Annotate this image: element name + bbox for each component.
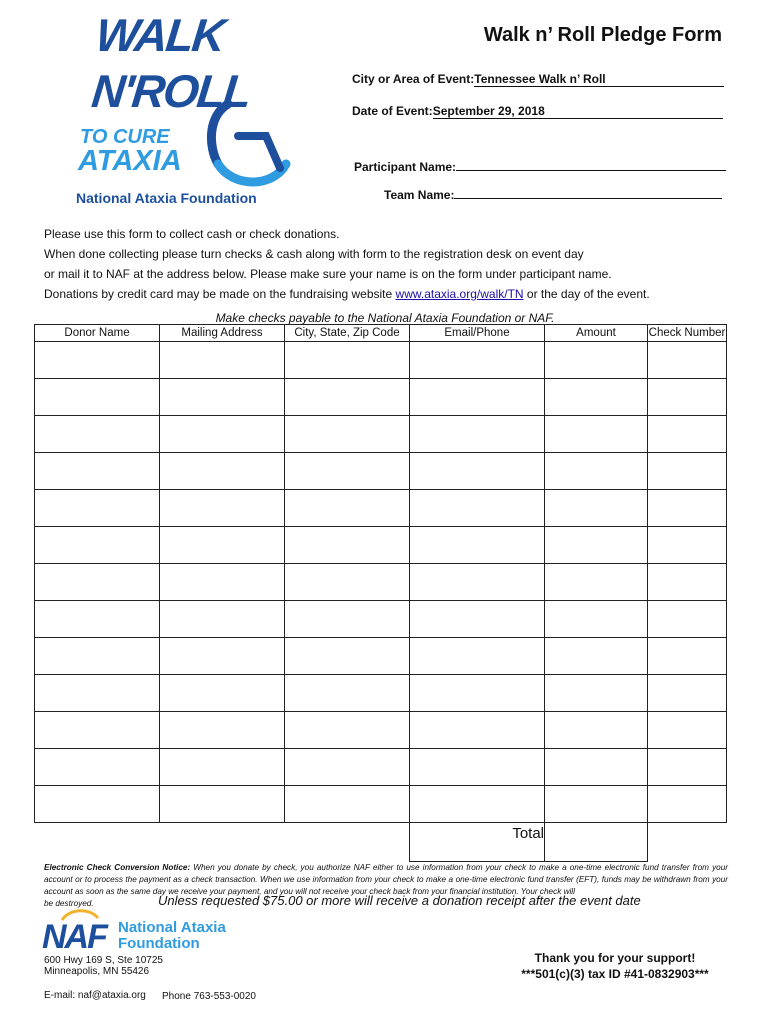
table-cell[interactable] (545, 749, 648, 786)
team-label: Team Name: (384, 188, 455, 202)
total-spacer (160, 823, 285, 862)
table-cell[interactable] (285, 749, 410, 786)
table-row (35, 379, 727, 416)
table-cell[interactable] (35, 490, 160, 527)
date-value-text: September 29, 2018 (432, 104, 545, 118)
table-cell[interactable] (545, 527, 648, 564)
table-cell[interactable] (160, 749, 285, 786)
table-row (35, 453, 727, 490)
table-cell[interactable] (285, 564, 410, 601)
table-cell[interactable] (35, 564, 160, 601)
column-header: Donor Name (35, 325, 160, 342)
table-cell[interactable] (35, 601, 160, 638)
table-cell[interactable] (410, 342, 545, 379)
logo-word-walk: WALK (93, 9, 227, 61)
thank-you-block (490, 950, 740, 982)
email-address: E-mail: naf@ataxia.org (44, 990, 146, 1001)
donor-table (34, 324, 727, 862)
participant-label: Participant Name: (354, 160, 457, 174)
table-cell[interactable] (35, 342, 160, 379)
date-label: Date of Event: (352, 104, 433, 118)
column-header: Email/Phone (410, 325, 545, 342)
naf-letters: NAF (42, 918, 106, 956)
table-cell[interactable] (160, 453, 285, 490)
table-cell[interactable] (410, 453, 545, 490)
instruction-text: or the day of the event. (523, 287, 650, 301)
table-cell[interactable] (410, 416, 545, 453)
table-cell[interactable] (35, 379, 160, 416)
table-cell[interactable] (545, 416, 648, 453)
table-cell[interactable] (285, 490, 410, 527)
table-cell[interactable] (648, 749, 727, 786)
table-cell[interactable] (410, 749, 545, 786)
table-cell[interactable] (285, 342, 410, 379)
table-row (35, 342, 727, 379)
city-field (352, 72, 724, 87)
instruction-line: When done collecting please turn checks & cash along with form to the registration desk on event day (44, 247, 584, 261)
logo-word-nroll: N'ROLL (89, 65, 253, 117)
table-cell[interactable] (545, 379, 648, 416)
notice-body: When you donate by check, you authorize NAF either to use information from your check to make a one-time electronic fund transfer from your account or to process the payment as a check transaction. When we use information from your check to make a one-time electronic fund transfer (EFT), funds may be withdrawn from your account as soon as the same day we receive your payment, and you will not receive your check back from your financial institution. Your check will (44, 863, 728, 896)
table-cell[interactable] (285, 527, 410, 564)
total-row (35, 823, 727, 862)
table-row (35, 749, 727, 786)
table-cell[interactable] (545, 712, 648, 749)
table-cell[interactable] (160, 342, 285, 379)
table-cell[interactable] (545, 564, 648, 601)
table-cell[interactable] (545, 490, 648, 527)
table-cell[interactable] (648, 675, 727, 712)
logo-word-tocure: TO CURE (80, 126, 170, 148)
table-cell[interactable] (285, 786, 410, 823)
column-header: Mailing Address (160, 325, 285, 342)
table-cell[interactable] (285, 416, 410, 453)
table-cell[interactable] (545, 786, 648, 823)
instruction-line (44, 284, 744, 304)
instruction-line: Please use this form to collect cash or check donations. (44, 227, 340, 241)
total-spacer (648, 823, 727, 862)
notice-heading: Electronic Check Conversion Notice: (44, 863, 191, 872)
fundraising-link[interactable]: www.ataxia.org/walk/TN (395, 287, 524, 301)
table-row (35, 564, 727, 601)
table-cell[interactable] (410, 712, 545, 749)
date-value[interactable] (433, 104, 723, 119)
table-cell[interactable] (648, 379, 727, 416)
address-line2: Minneapolis, MN 55426 (44, 966, 150, 977)
logo-word-ataxia: ATAXIA (78, 145, 182, 177)
table-row (35, 601, 727, 638)
table-cell[interactable] (545, 453, 648, 490)
table-row (35, 490, 727, 527)
naf-name-line1: National Ataxia (118, 919, 226, 936)
table-cell[interactable] (648, 490, 727, 527)
table-cell[interactable] (410, 786, 545, 823)
table-cell[interactable] (160, 527, 285, 564)
table-cell[interactable] (35, 749, 160, 786)
notice-tail: be destroyed. (44, 899, 94, 908)
table-cell[interactable] (35, 638, 160, 675)
table-cell[interactable] (648, 527, 727, 564)
participant-input[interactable] (456, 170, 726, 171)
table-cell[interactable] (35, 786, 160, 823)
table-cell[interactable] (285, 379, 410, 416)
table-cell[interactable] (410, 379, 545, 416)
form-title: Walk n’ Roll Pledge Form (483, 24, 722, 46)
table-cell[interactable] (35, 416, 160, 453)
table-header-row (35, 325, 727, 342)
table-cell[interactable] (410, 490, 545, 527)
table-cell[interactable] (545, 601, 648, 638)
table-cell[interactable] (35, 453, 160, 490)
city-value-text: Tennessee Walk n’ Roll (474, 72, 606, 86)
logo-org-name: National Ataxia Foundation (76, 190, 257, 206)
receipt-note: Unless requested $75.00 or more will receive a donation receipt after the event date (158, 893, 641, 908)
table-cell[interactable] (160, 416, 285, 453)
table-cell[interactable] (160, 675, 285, 712)
participant-field (354, 160, 726, 174)
table-cell[interactable] (285, 712, 410, 749)
payable-note: Make checks payable to the National Ataxia Foundation or NAF. (215, 311, 555, 325)
table-cell[interactable] (648, 786, 727, 823)
thank-you-text: Thank you for your support! (534, 951, 696, 965)
table-cell[interactable] (285, 601, 410, 638)
naf-name-line2: Foundation (118, 935, 200, 952)
table-cell[interactable] (648, 638, 727, 675)
total-label: Total (410, 823, 545, 862)
table-cell[interactable] (648, 564, 727, 601)
walk-n-roll-logo (70, 6, 290, 216)
team-field (384, 188, 722, 202)
address-line1: 600 Hwy 169 S, Ste 10725 (44, 955, 163, 966)
table-cell[interactable] (648, 342, 727, 379)
naf-logo (42, 914, 232, 954)
table-row (35, 675, 727, 712)
table-cell[interactable] (35, 675, 160, 712)
table-cell[interactable] (160, 490, 285, 527)
table-row (35, 638, 727, 675)
table-cell[interactable] (410, 564, 545, 601)
total-amount-cell[interactable] (545, 823, 648, 862)
table-cell[interactable] (410, 601, 545, 638)
instruction-text: Donations by credit card may be made on the fundraising website (44, 287, 396, 301)
table-cell[interactable] (410, 638, 545, 675)
tax-id: ***501(c)(3) tax ID #41-0832903*** (521, 967, 709, 981)
table-row (35, 712, 727, 749)
table-cell[interactable] (545, 675, 648, 712)
instruction-line: or mail it to NAF at the address below. Please make sure your name is on the form under participant name. (44, 267, 612, 281)
table-cell[interactable] (160, 712, 285, 749)
table-cell[interactable] (35, 712, 160, 749)
total-spacer (285, 823, 410, 862)
table-row (35, 786, 727, 823)
table-cell[interactable] (545, 342, 648, 379)
phone-number: Phone 763-553-0020 (162, 991, 256, 1002)
table-row (35, 527, 727, 564)
city-value[interactable] (474, 72, 724, 87)
table-cell[interactable] (160, 638, 285, 675)
table-cell[interactable] (285, 675, 410, 712)
table-row (35, 416, 727, 453)
table-cell[interactable] (410, 675, 545, 712)
table-cell[interactable] (35, 527, 160, 564)
team-input[interactable] (454, 198, 722, 199)
table-cell[interactable] (648, 601, 727, 638)
table-cell[interactable] (545, 638, 648, 675)
table-cell[interactable] (160, 379, 285, 416)
column-header: City, State, Zip Code (285, 325, 410, 342)
column-header: Amount (545, 325, 648, 342)
column-header: Check Number (648, 325, 727, 342)
table-cell[interactable] (648, 712, 727, 749)
table-cell[interactable] (648, 453, 727, 490)
instructions (44, 224, 744, 304)
table-cell[interactable] (285, 453, 410, 490)
date-field (352, 104, 723, 119)
table-cell[interactable] (160, 601, 285, 638)
city-label: City or Area of Event: (352, 72, 475, 86)
table-cell[interactable] (160, 564, 285, 601)
table-cell[interactable] (285, 638, 410, 675)
total-spacer (35, 823, 160, 862)
table-cell[interactable] (410, 527, 545, 564)
table-cell[interactable] (648, 416, 727, 453)
table-cell[interactable] (160, 786, 285, 823)
